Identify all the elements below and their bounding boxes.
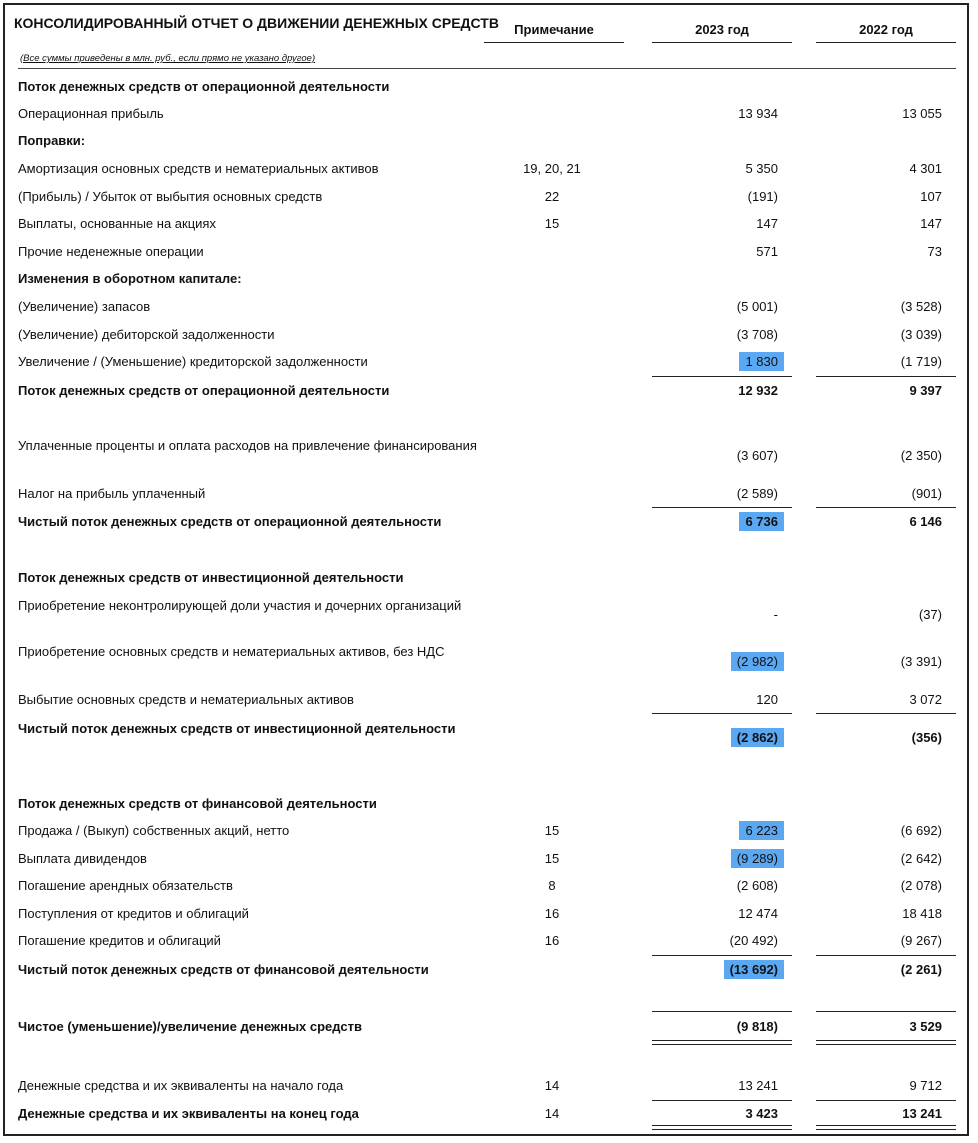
row-label: Поток денежных средств от инвестиционной деятельности <box>18 570 404 585</box>
value-2023: (2 589) <box>736 486 778 501</box>
row-label: (Увеличение) дебиторской задолженности <box>18 327 275 342</box>
value-2022: 3 529 <box>909 1019 942 1034</box>
total-line-2022 <box>816 1011 956 1012</box>
value-2022: (2 350) <box>900 448 942 463</box>
value-2023: - <box>773 607 778 622</box>
value-2023: (9 818) <box>736 1019 778 1034</box>
value-2022: 18 418 <box>902 906 942 921</box>
value-2023: 13 241 <box>738 1078 778 1093</box>
value-2023: (3 607) <box>736 448 778 463</box>
value-2023: (191) <box>747 189 778 204</box>
total-line-2023 <box>652 1100 792 1101</box>
total-line-2023 <box>652 1011 792 1012</box>
value-2023: 5 350 <box>745 161 778 176</box>
note-ref: 14 <box>544 1106 560 1121</box>
note-ref: 16 <box>544 933 560 948</box>
value-2022: (1 719) <box>900 354 942 369</box>
row-label: Поток денежных средств от операционной деятельности <box>18 383 390 398</box>
value-2023: (2 608) <box>736 878 778 893</box>
value-2022: (6 692) <box>900 823 942 838</box>
value-2022: (2 642) <box>900 851 942 866</box>
value-2023: 12 474 <box>738 906 778 921</box>
value-2023-highlighted <box>646 821 778 840</box>
total-line-2022 <box>816 1100 956 1101</box>
highlight-marker: (13 692) <box>724 960 784 979</box>
value-2023: 3 423 <box>745 1106 778 1121</box>
subtotal-line-2023 <box>652 713 792 714</box>
double-underline-2022 <box>816 1125 956 1130</box>
note-ref: 15 <box>544 851 560 866</box>
row-label: Амортизация основных средств и нематериальных активов <box>18 161 379 176</box>
row-label: Продажа / (Выкуп) собственных акций, нетто <box>18 823 290 838</box>
column-header-underline-note <box>484 42 624 43</box>
highlight-marker: (9 289) <box>731 849 784 868</box>
row-label: Налог на прибыль уплаченный <box>18 486 206 501</box>
row-label: Изменения в оборотном капитале: <box>18 271 242 286</box>
highlight-marker: 6 736 <box>739 512 784 531</box>
note-ref: 22 <box>544 189 560 204</box>
row-label: Выбытие основных средств и нематериальных активов <box>18 692 354 707</box>
value-2022: 9 397 <box>909 383 942 398</box>
column-header-underline-2022 <box>816 42 956 43</box>
note-ref: 15 <box>544 216 560 231</box>
column-header-note: Примечание <box>514 22 594 37</box>
value-2023: (3 708) <box>736 327 778 342</box>
row-label: Приобретение основных средств и нематериальных активов, без НДС <box>18 644 445 659</box>
note-ref: 15 <box>544 823 560 838</box>
value-2022: 9 712 <box>909 1078 942 1093</box>
value-2022: (356) <box>911 730 942 745</box>
double-underline-2023 <box>652 1125 792 1130</box>
row-label: Поток денежных средств от операционной деятельности <box>18 79 390 94</box>
header-divider <box>18 68 956 69</box>
row-label: Погашение арендных обязательств <box>18 878 233 893</box>
value-2022: 13 241 <box>902 1106 942 1121</box>
row-label: Поступления от кредитов и облигаций <box>18 906 249 921</box>
subtotal-line-2023 <box>652 376 792 377</box>
value-2022: 107 <box>920 189 942 204</box>
value-2022: (37) <box>918 607 942 622</box>
note-ref: 16 <box>544 906 560 921</box>
value-2023: 147 <box>756 216 778 231</box>
highlight-marker: 6 223 <box>739 821 784 840</box>
row-label: Уплаченные проценты и оплата расходов на привлечение финансирования <box>18 438 477 453</box>
row-label: Приобретение неконтролирующей доли участия и дочерних организаций <box>18 598 462 613</box>
row-label: Погашение кредитов и облигаций <box>18 933 221 948</box>
value-2023-highlighted <box>646 512 778 531</box>
row-label: Чистый поток денежных средств от операционной деятельности <box>18 514 442 529</box>
column-header-2023: 2023 год <box>695 22 749 37</box>
value-2022: 147 <box>920 216 942 231</box>
row-label: Операционная прибыль <box>18 106 164 121</box>
value-2022: (3 039) <box>900 327 942 342</box>
row-label: Поток денежных средств от финансовой деятельности <box>18 796 377 811</box>
statement-subtitle: (Все суммы приведены в млн. руб., если прямо не указано другое) <box>20 53 316 64</box>
value-2022: (901) <box>911 486 942 501</box>
value-2022: (3 391) <box>900 654 942 669</box>
row-label: Денежные средства и их эквиваленты на начало года <box>18 1078 344 1093</box>
row-label: Денежные средства и их эквиваленты на конец года <box>18 1106 359 1121</box>
row-label: Чистый поток денежных средств от финансовой деятельности <box>18 962 429 977</box>
row-label: (Прибыль) / Убыток от выбытия основных средств <box>18 189 323 204</box>
value-2023-highlighted <box>646 960 778 979</box>
value-2023: 12 932 <box>738 383 778 398</box>
row-label: (Увеличение) запасов <box>18 299 151 314</box>
double-underline-2022 <box>816 1040 956 1045</box>
row-label: Чистое (уменьшение)/увеличение денежных средств <box>18 1019 362 1034</box>
value-2023: 120 <box>756 692 778 707</box>
column-header-underline-2023 <box>652 42 792 43</box>
value-2023-highlighted <box>646 728 778 747</box>
subtotal-line-2022 <box>816 507 956 508</box>
row-label: Выплата дивидендов <box>18 851 147 866</box>
value-2023: (5 001) <box>736 299 778 314</box>
value-2022: (2 261) <box>900 962 942 977</box>
subtotal-line-2023 <box>652 507 792 508</box>
note-ref: 8 <box>548 878 556 893</box>
note-ref: 14 <box>544 1078 560 1093</box>
value-2023-highlighted <box>646 352 778 371</box>
column-header-2022: 2022 год <box>859 22 913 37</box>
value-2023-highlighted <box>646 849 778 868</box>
value-2022: (2 078) <box>900 878 942 893</box>
value-2022: 13 055 <box>902 106 942 121</box>
highlight-marker: 1 830 <box>739 352 784 371</box>
row-label: Поправки: <box>18 133 86 148</box>
subtotal-line-2023 <box>652 955 792 956</box>
value-2022: (3 528) <box>900 299 942 314</box>
row-label: Увеличение / (Уменьшение) кредиторской задолженности <box>18 354 368 369</box>
row-label: Чистый поток денежных средств от инвестиционной деятельности <box>18 721 456 736</box>
row-label: Прочие неденежные операции <box>18 244 204 259</box>
value-2023: (20 492) <box>729 933 778 948</box>
subtotal-line-2022 <box>816 713 956 714</box>
value-2022: 6 146 <box>909 514 942 529</box>
value-2023: 13 934 <box>738 106 778 121</box>
value-2022: 73 <box>927 244 942 259</box>
value-2022: (9 267) <box>900 933 942 948</box>
value-2022: 3 072 <box>909 692 942 707</box>
value-2023: 571 <box>756 244 778 259</box>
value-2022: 4 301 <box>909 161 942 176</box>
subtotal-line-2022 <box>816 955 956 956</box>
subtotal-line-2022 <box>816 376 956 377</box>
value-2023-highlighted <box>646 652 778 671</box>
double-underline-2023 <box>652 1040 792 1045</box>
statement-title: КОНСОЛИДИРОВАННЫЙ ОТЧЕТ О ДВИЖЕНИИ ДЕНЕЖНЫХ СРЕДСТВ <box>14 15 499 31</box>
row-label: Выплаты, основанные на акциях <box>18 216 216 231</box>
highlight-marker: (2 862) <box>731 728 784 747</box>
note-ref: 19, 20, 21 <box>523 161 581 176</box>
highlight-marker: (2 982) <box>731 652 784 671</box>
